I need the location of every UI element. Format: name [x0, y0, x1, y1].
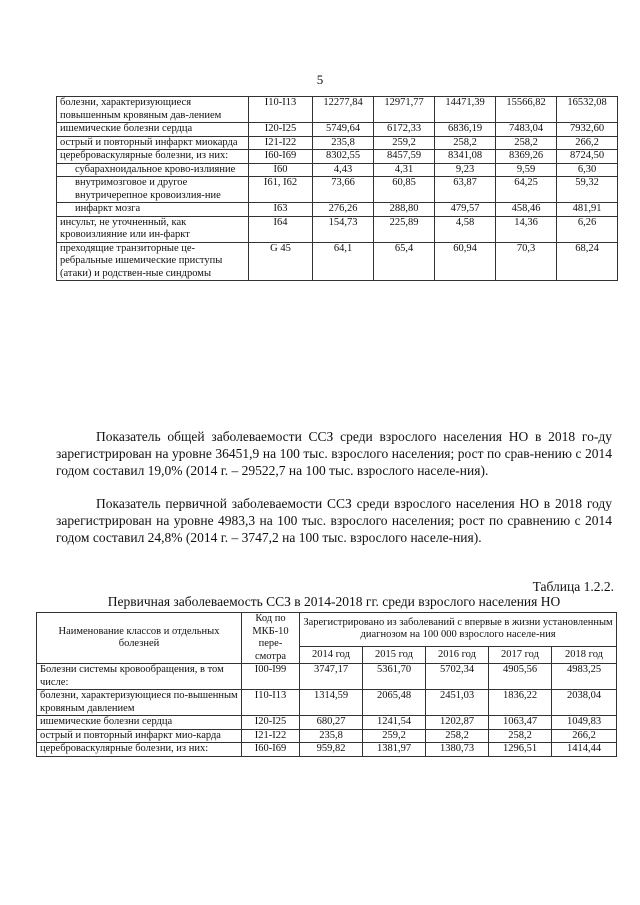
row-code: I21-I22 [242, 729, 300, 743]
cell-value: 1296,51 [489, 743, 552, 757]
cell-value: 5702,34 [426, 664, 489, 690]
row-name: острый и повторный инфаркт мио-карда [37, 729, 242, 743]
row-code: I21-I22 [249, 136, 313, 150]
row-code: I61, I62 [249, 177, 313, 203]
table-title: Первичная заболеваемость ССЗ в 2014-2018 гг. среди взрослого населения НО [107, 594, 561, 609]
cell-value: 65,4 [374, 242, 435, 281]
row-code: I10-I13 [249, 97, 313, 123]
table-row [37, 664, 617, 690]
cell-value: 15566,82 [496, 97, 557, 123]
cell-value: 4983,25 [552, 664, 617, 690]
row-code: I00-I99 [242, 664, 300, 690]
cell-value: 258,2 [435, 136, 496, 150]
header-year: 2018 год [552, 646, 617, 663]
page-number: 5 [316, 72, 324, 87]
cell-value: 1314,59 [300, 690, 363, 716]
table-row [57, 136, 618, 150]
table-row [57, 242, 618, 281]
row-name: болезни, характеризующиеся по-вышенным кровяным давлением [37, 690, 242, 716]
row-name: ишемические болезни сердца [57, 123, 249, 137]
cell-value: 276,26 [313, 203, 374, 217]
cell-value: 4,43 [313, 163, 374, 177]
row-code: I60 [249, 163, 313, 177]
cell-value: 68,24 [557, 242, 618, 281]
cell-value: 12277,84 [313, 97, 374, 123]
cell-value: 8457,59 [374, 150, 435, 164]
cell-value: 4905,56 [489, 664, 552, 690]
cell-value: 60,94 [435, 242, 496, 281]
cell-value: 9,59 [496, 163, 557, 177]
cell-value: 266,2 [552, 729, 617, 743]
row-code: G 45 [249, 242, 313, 281]
cell-value: 1381,97 [363, 743, 426, 757]
table-row [57, 177, 618, 203]
row-code: I60-I69 [249, 150, 313, 164]
cell-value: 259,2 [363, 729, 426, 743]
cell-value: 266,2 [557, 136, 618, 150]
header-code: Код по МКБ-10 пере-смотра [242, 613, 300, 664]
cell-value: 2038,04 [552, 690, 617, 716]
cell-value: 479,57 [435, 203, 496, 217]
cell-value: 63,87 [435, 177, 496, 203]
cell-value: 258,2 [426, 729, 489, 743]
cell-value: 288,80 [374, 203, 435, 217]
cell-value: 6,26 [557, 216, 618, 242]
cell-value: 1063,47 [489, 716, 552, 730]
cell-value: 1241,54 [363, 716, 426, 730]
table-row [37, 690, 617, 716]
row-name: Болезни системы кровообращения, в том числе: [37, 664, 242, 690]
cell-value: 14,36 [496, 216, 557, 242]
row-name: инфаркт мозга [57, 203, 249, 217]
cell-value: 8302,55 [313, 150, 374, 164]
paragraph-total-morbidity: Показатель общей заболеваемости ССЗ среди взрослого населения НО в 2018 го-ду зарегистрирован на уровне 36451,9 на 100 тыс. взрослого населения; рост по срав-нению с 2014 годом составил 19,0% (2014 г. – 29522,7 на 100 тыс. взрослого населе-ния). [56, 429, 612, 478]
cell-value: 680,27 [300, 716, 363, 730]
row-name: цереброваскулярные болезни, из них: [37, 743, 242, 757]
cell-value: 7483,04 [496, 123, 557, 137]
cell-value: 959,82 [300, 743, 363, 757]
row-name: острый и повторный инфаркт миокарда [57, 136, 249, 150]
row-code: I64 [249, 216, 313, 242]
row-name: ишемические болезни сердца [37, 716, 242, 730]
table-row [57, 150, 618, 164]
cell-value: 6,30 [557, 163, 618, 177]
row-code: I63 [249, 203, 313, 217]
cell-value: 458,46 [496, 203, 557, 217]
cell-value: 8724,50 [557, 150, 618, 164]
cell-value: 5749,64 [313, 123, 374, 137]
table-continued [56, 96, 618, 281]
table-row [37, 716, 617, 730]
cell-value: 5361,70 [363, 664, 426, 690]
cell-value: 259,2 [374, 136, 435, 150]
row-name: внутримозговое и другое внутричерепное кровоизлия-ние [57, 177, 249, 203]
cell-value: 9,23 [435, 163, 496, 177]
cell-value: 225,89 [374, 216, 435, 242]
cell-value: 4,58 [435, 216, 496, 242]
table-row [57, 216, 618, 242]
cell-value: 6836,19 [435, 123, 496, 137]
table-primary-morbidity [36, 612, 617, 757]
table-caption: Таблица 1.2.2. [532, 579, 614, 594]
cell-value: 59,32 [557, 177, 618, 203]
cell-value: 235,8 [313, 136, 374, 150]
table-row [57, 123, 618, 137]
table-row [57, 163, 618, 177]
row-name: цереброваскулярные болезни, из них: [57, 150, 249, 164]
paragraph-primary-morbidity: Показатель первичной заболеваемости ССЗ среди взрослого населения НО в 2018 году зарегистрирован на уровне 4983,3 на 100 тыс. взрослого населения; рост по сравнению с 2014 годом составил 24,8% (2014 г. – 3747,2 на 100 тыс. взрослого населе-ния). [56, 496, 612, 545]
cell-value: 64,1 [313, 242, 374, 281]
table-row [37, 743, 617, 757]
cell-value: 1049,83 [552, 716, 617, 730]
table-header-row [37, 613, 617, 647]
header-year: 2014 год [300, 646, 363, 663]
cell-value: 12971,77 [374, 97, 435, 123]
row-name: инсульт, не уточненный, как кровоизлияние или ин-фаркт [57, 216, 249, 242]
header-year: 2015 год [363, 646, 426, 663]
cell-value: 1380,73 [426, 743, 489, 757]
header-year: 2016 год [426, 646, 489, 663]
cell-value: 64,25 [496, 177, 557, 203]
row-code: I10-I13 [242, 690, 300, 716]
cell-value: 3747,17 [300, 664, 363, 690]
cell-value: 258,2 [496, 136, 557, 150]
cell-value: 8341,08 [435, 150, 496, 164]
cell-value: 14471,39 [435, 97, 496, 123]
cell-value: 1414,44 [552, 743, 617, 757]
cell-value: 2065,48 [363, 690, 426, 716]
cell-value: 235,8 [300, 729, 363, 743]
row-code: I60-I69 [242, 743, 300, 757]
table-row [37, 729, 617, 743]
row-code: I20-I25 [242, 716, 300, 730]
row-name: субарахноидальное крово-излияние [57, 163, 249, 177]
cell-value: 7932,60 [557, 123, 618, 137]
cell-value: 2451,03 [426, 690, 489, 716]
cell-value: 60,85 [374, 177, 435, 203]
cell-value: 73,66 [313, 177, 374, 203]
cell-value: 16532,08 [557, 97, 618, 123]
cell-value: 481,91 [557, 203, 618, 217]
cell-value: 6172,33 [374, 123, 435, 137]
row-code: I20-I25 [249, 123, 313, 137]
cell-value: 154,73 [313, 216, 374, 242]
table-row [57, 97, 618, 123]
cell-value: 8369,26 [496, 150, 557, 164]
cell-value: 1202,87 [426, 716, 489, 730]
table-row [57, 203, 618, 217]
header-name: Наименование классов и отдельных болезней [37, 613, 242, 664]
cell-value: 258,2 [489, 729, 552, 743]
header-year: 2017 год [489, 646, 552, 663]
row-name: болезни, характеризующиеся повышенным кровяным дав-лением [57, 97, 249, 123]
cell-value: 70,3 [496, 242, 557, 281]
header-group: Зарегистрировано из заболеваний с впервые в жизни установленным диагнозом на 100 000 взрослого населе-ния [300, 613, 617, 647]
cell-value: 1836,22 [489, 690, 552, 716]
row-name: преходящие транзиторные це-ребральные ишемические приступы (атаки) и родствен-ные синдромы [57, 242, 249, 281]
cell-value: 4,31 [374, 163, 435, 177]
